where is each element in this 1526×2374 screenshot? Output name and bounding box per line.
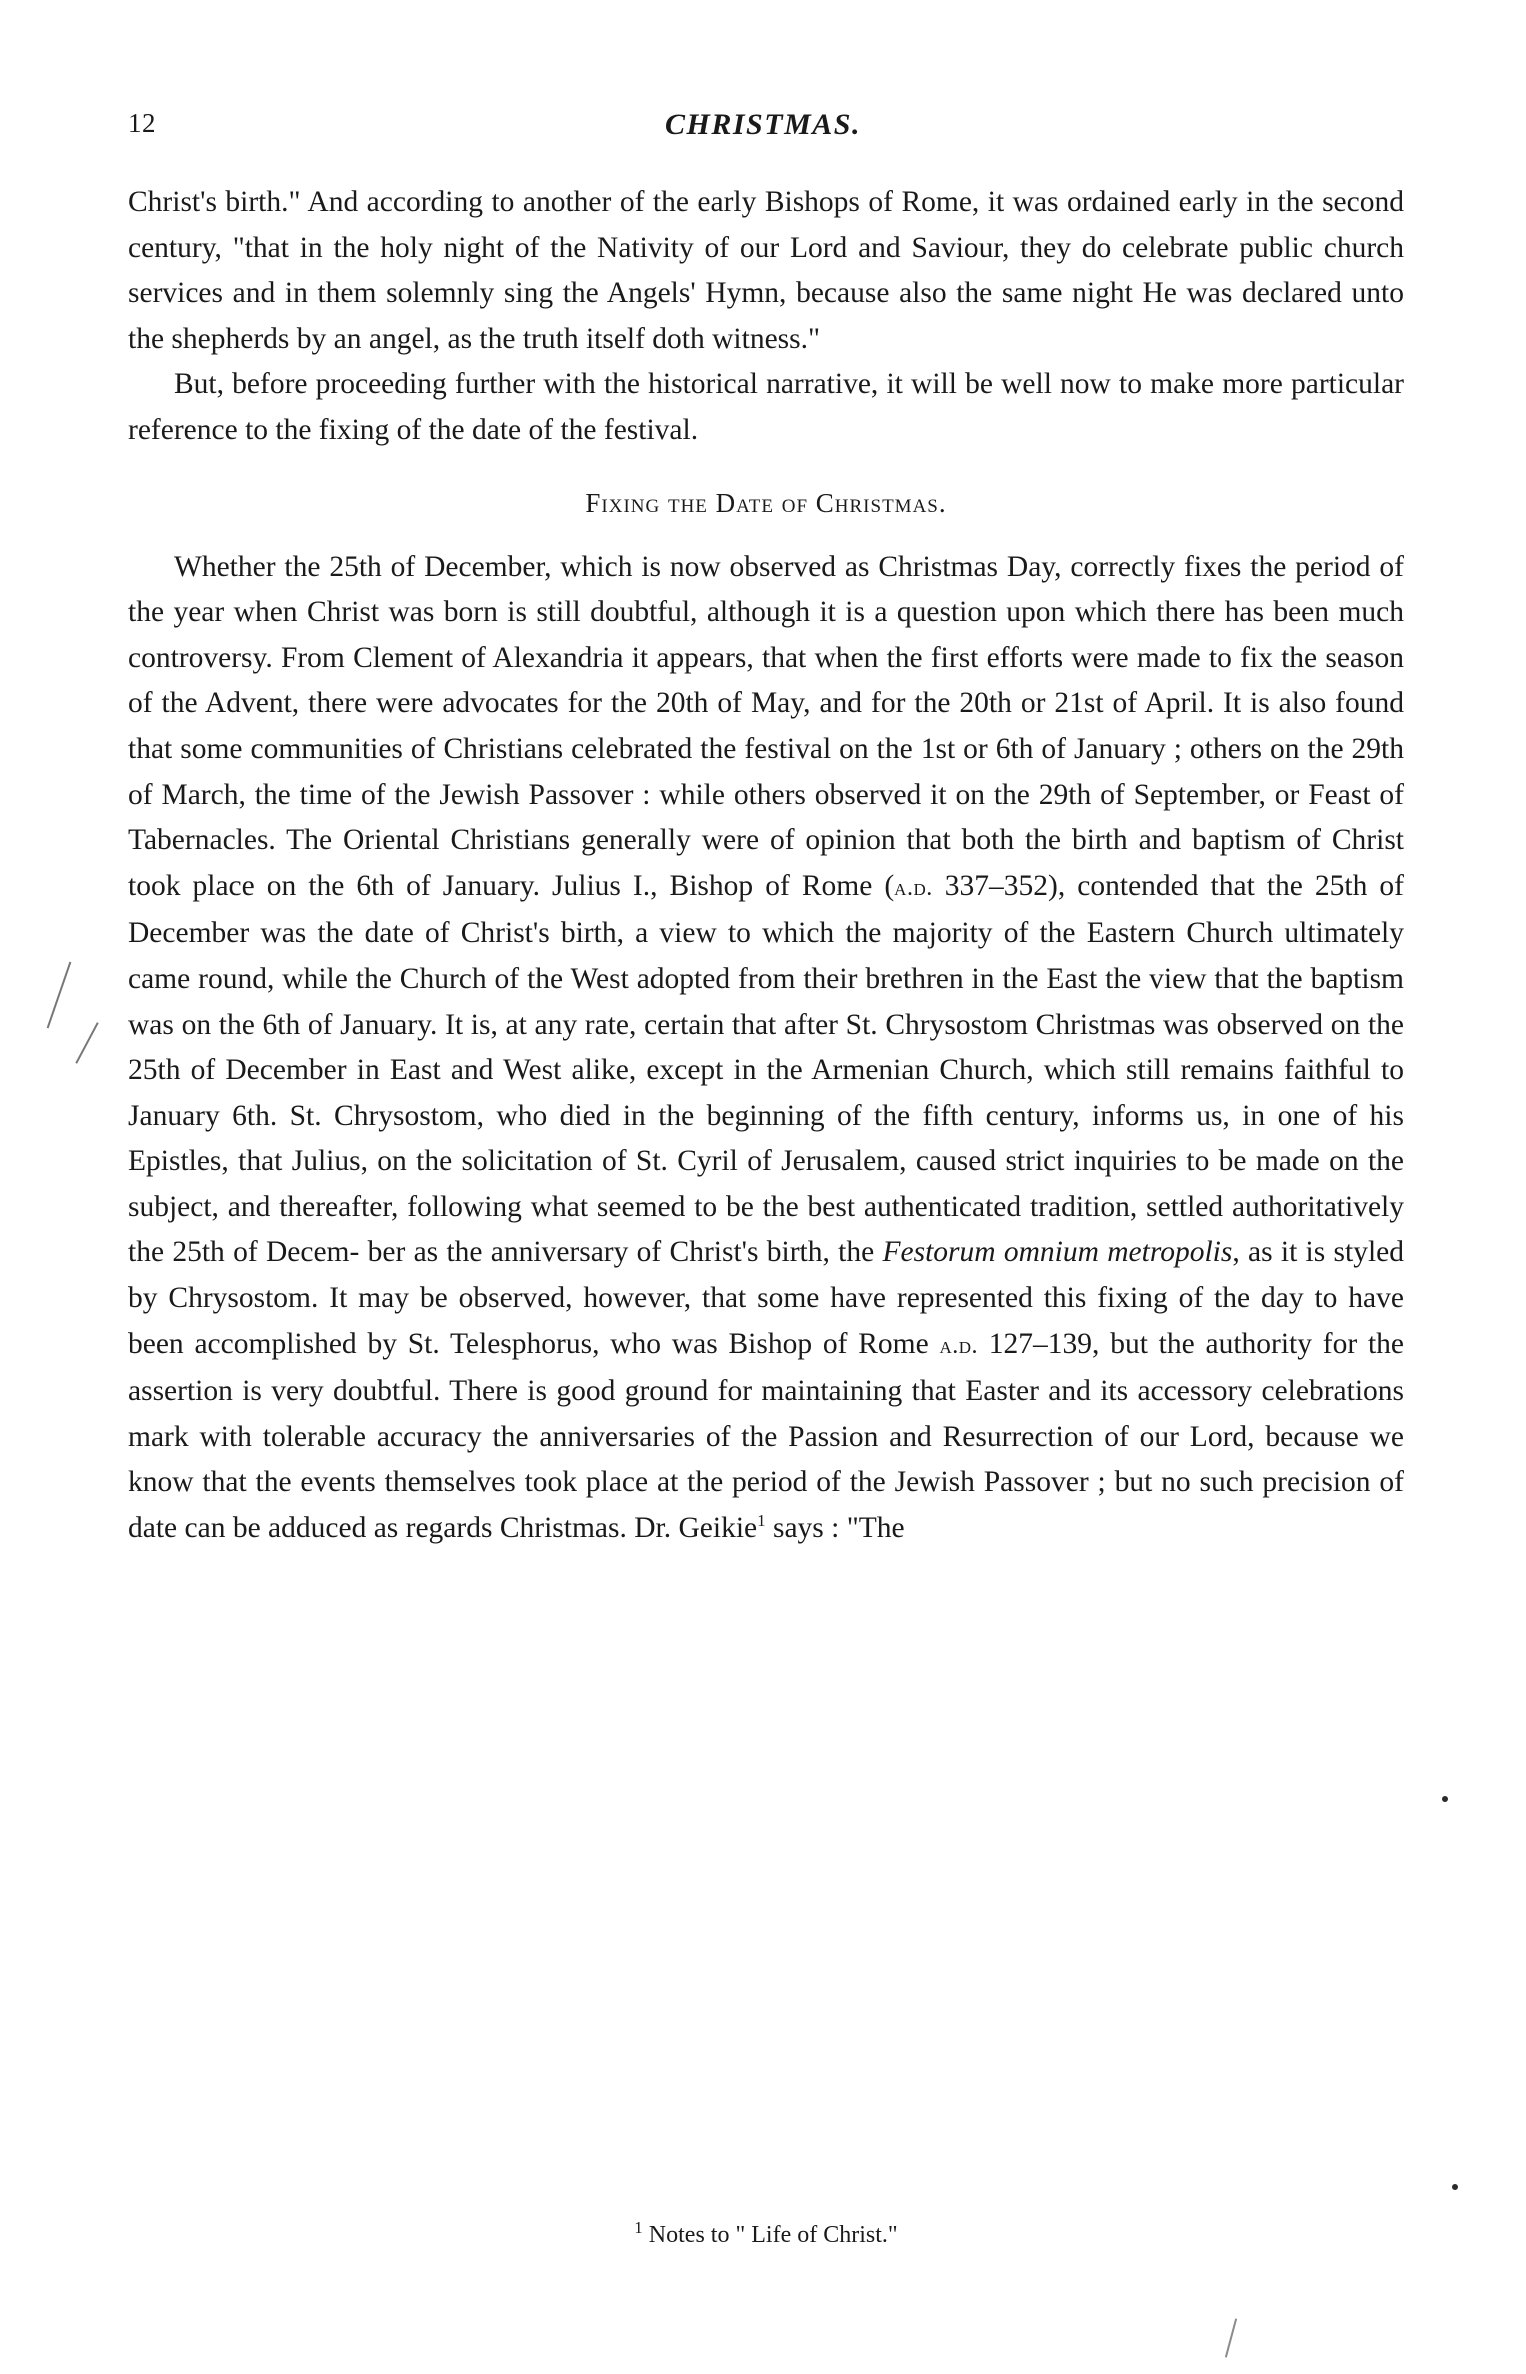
pencil-mark-artifact (1225, 2318, 1237, 2357)
running-head: CHRISTMAS. (665, 108, 861, 141)
ink-speck-artifact (1442, 1796, 1448, 1802)
footnote-marker: 1 (634, 2218, 643, 2237)
page-number: 12 (128, 108, 156, 138)
paragraph-3-ad-1: a.d. (894, 874, 933, 901)
footnote-reference-marker: 1 (757, 1511, 766, 1531)
body-text-column (128, 180, 1404, 1552)
paragraph-1: Christ's birth." And according to another of the early Bishops of Rome, it was ordained early in the second century, "that in the holy night of the Nativity of our Lord and Saviour, they do celebrate public church services and in them solemnly sing the Angels' Hymn, because also the same night He was declared unto the shepherds by an angel, as the truth itself doth witness." (128, 186, 1404, 355)
page-header (128, 108, 1398, 148)
paragraph-3-part-e: says : "The (765, 1512, 905, 1545)
footnote (128, 2218, 1404, 2249)
section-heading-text: Fixing the Date of Christmas. (585, 487, 947, 518)
paragraph-3-part-a: Whether the 25th of December, which is now observed as Christmas Day, correctly fixes the period of the year when Christ was born is still doubtful, although it is a question upon which there has been much controversy. From Clement of Alexandria it appears, that when the first efforts were made to fix the season of the Advent, there were advocates for the 20th of May, and for the 20th or 21st of April. It is also found that some communities of Christians celebrated the festival on the 1st or 6th of January ; others on the 29th of March, the time of the Jewish Passover : while others observed it on the 29th of September, or Feast of Tabernacles. The Oriental Christians generally were of opinion that both the birth and baptism of Christ took place on the 6th of January. Julius I., Bishop of Rome ( (128, 550, 1404, 902)
paragraph-3-part-c: , as it is styled by Chrysostom. It may be observed, however, that some have represented this fixing of the day to have been accomplished by St. Telesphorus, who was Bishop of Rome (128, 1236, 1405, 1360)
paragraph-2: But, before proceeding further with the historical narrative, it will be well now to make more particular reference to the fixing of the date of the festival. (128, 368, 1404, 446)
paragraph-3-part-d: 127–139, but the authority for the assertion is very doubtful. There is good ground for maintaining that Easter and its accessory celebrations mark with tolerable accuracy the anniversaries of the Passion and Resurrection of our Lord, because we know that the events themselves took place at the period of the Jewish Passover ; but no such precision of date can be adduced as regards Christmas. Dr. Geikie (128, 1327, 1404, 1545)
paragraph-3-ad-2: a.d. (939, 1332, 979, 1359)
pencil-mark-artifact (47, 962, 72, 1029)
ink-speck-artifact (1452, 2184, 1458, 2190)
pencil-mark-artifact (75, 1022, 98, 1064)
paragraph-3-italic-title: Festorum omnium metropolis (882, 1236, 1233, 1269)
footnote-text: Notes to " Life of Christ." (648, 2222, 898, 2248)
paragraph-3-part-b: 337–352), contended that the 25th of December was the date of Christ's birth, a view to which the majority of the Eastern Church ultimately came round, while the Church of the West adopted from their brethren in the East the view that the baptism was on the 6th of January. It is, at any rate, certain that after St. Chrysostom Christmas was observed on the 25th of December in East and West alike, except in the Armenian Church, which still remains faithful to January 6th. St. Chrysostom, who died in the beginning of the fifth century, informs us, in one of his Epistles, that Julius, on the solicitation of St. Cyril of Jerusalem, caused strict inquiries to be made on the subject, and thereafter, following what seemed to be the best authenticated tradition, settled authoritatively the 25th of Decem- ber as the anniversary of Christ's birth, the (128, 869, 1404, 1269)
paragraph-3 (128, 545, 1404, 1552)
section-heading (128, 488, 1404, 519)
